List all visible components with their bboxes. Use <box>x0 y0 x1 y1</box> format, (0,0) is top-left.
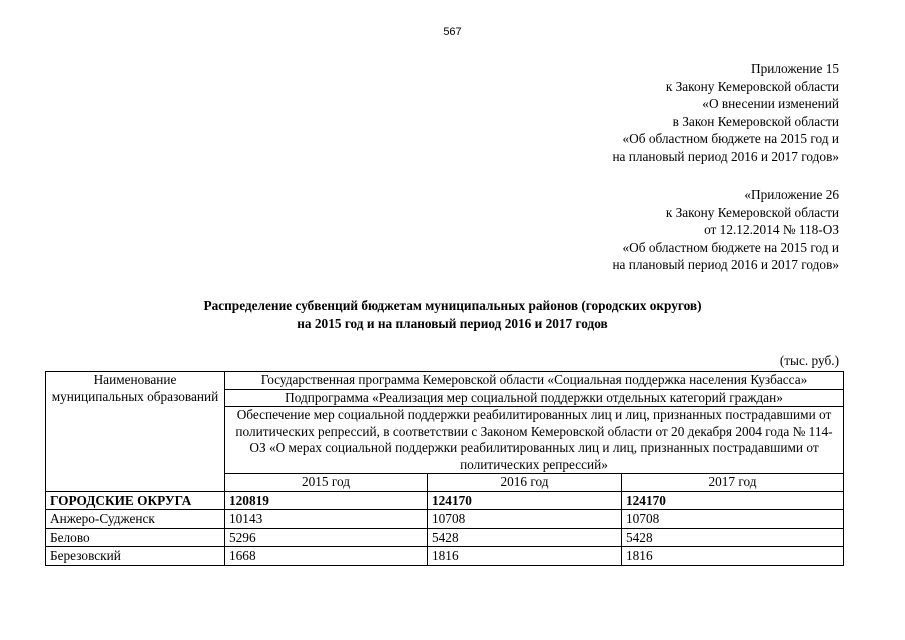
year-header-2016: 2016 год <box>428 474 622 492</box>
appendix-26-line: к Закону Кемеровской области <box>665 204 839 220</box>
value-2015: 10143 <box>225 510 428 529</box>
value-2016: 5428 <box>428 528 622 547</box>
subsidy-table <box>45 371 844 566</box>
value-2017: 1816 <box>622 547 844 566</box>
appendix-26-line: от 12.12.2014 № 118-ОЗ <box>704 222 839 237</box>
appendix-15-line: «О внесении изменений <box>702 96 839 111</box>
value-2017: 5428 <box>622 528 844 547</box>
table-row <box>46 547 844 566</box>
value-2016: 124170 <box>428 491 622 510</box>
value-2015: 5296 <box>225 528 428 547</box>
appendix-26-line: «Приложение 26 <box>744 187 839 202</box>
units-label: (тыс. руб.) <box>779 353 839 368</box>
name-column-header: Наименование муниципальных образований <box>46 372 225 492</box>
row-name: Белово <box>46 528 225 547</box>
value-2017: 10708 <box>622 510 844 529</box>
value-2016: 1816 <box>428 547 622 566</box>
appendix-26-line: «Об областном бюджете на 2015 год и <box>622 239 839 255</box>
program-header: Государственная программа Кемеровской области «Социальная поддержка населения Кузбасса» <box>225 372 844 390</box>
subprogram-header: Подпрограмма «Реализация мер социальной поддержки отдельных категорий граждан» <box>225 389 844 407</box>
title-line-1: Распределение субвенций бюджетам муниципальных районов (городских округов) <box>203 298 702 313</box>
document-title <box>0 297 905 332</box>
appendix-15-line: к Закону Кемеровской области <box>665 78 839 94</box>
appendix-15-line: в Закон Кемеровской области <box>672 113 839 129</box>
title-line-2: на 2015 год и на плановый период 2016 и 2017 годов <box>297 315 608 331</box>
table-row <box>46 528 844 547</box>
table-header-row <box>46 372 844 390</box>
appendix-26-heading <box>612 186 839 274</box>
row-name: Березовский <box>46 547 225 566</box>
appendix-26-line: на плановый период 2016 и 2017 годов» <box>612 257 839 272</box>
appendix-15-heading <box>612 60 839 165</box>
value-2017: 124170 <box>622 491 844 510</box>
appendix-15-line: на плановый период 2016 и 2017 годов» <box>612 148 839 164</box>
year-header-2015: 2015 год <box>225 474 428 492</box>
measure-header: Обеспечение мер социальной поддержки реабилитированных лиц и лиц, признанных пострадавшими от политических репрессий, в соответствии с Законом Кемеровской области от 20 декабря 2004 года № 114-ОЗ «О мерах социальной поддержки реабилитированных лиц и лиц, признанных пострадавшими от политических репрессий» <box>225 407 844 474</box>
table-row <box>46 510 844 529</box>
table-row <box>46 491 844 510</box>
row-name: ГОРОДСКИЕ ОКРУГА <box>46 491 225 510</box>
year-header-2017: 2017 год <box>622 474 844 492</box>
value-2015: 120819 <box>225 491 428 510</box>
appendix-15-line: «Об областном бюджете на 2015 год и <box>622 131 839 146</box>
value-2015: 1668 <box>225 547 428 566</box>
appendix-15-line: Приложение 15 <box>751 61 839 76</box>
row-name: Анжеро-Судженск <box>46 510 225 529</box>
page-number: 567 <box>443 26 462 38</box>
value-2016: 10708 <box>428 510 622 529</box>
